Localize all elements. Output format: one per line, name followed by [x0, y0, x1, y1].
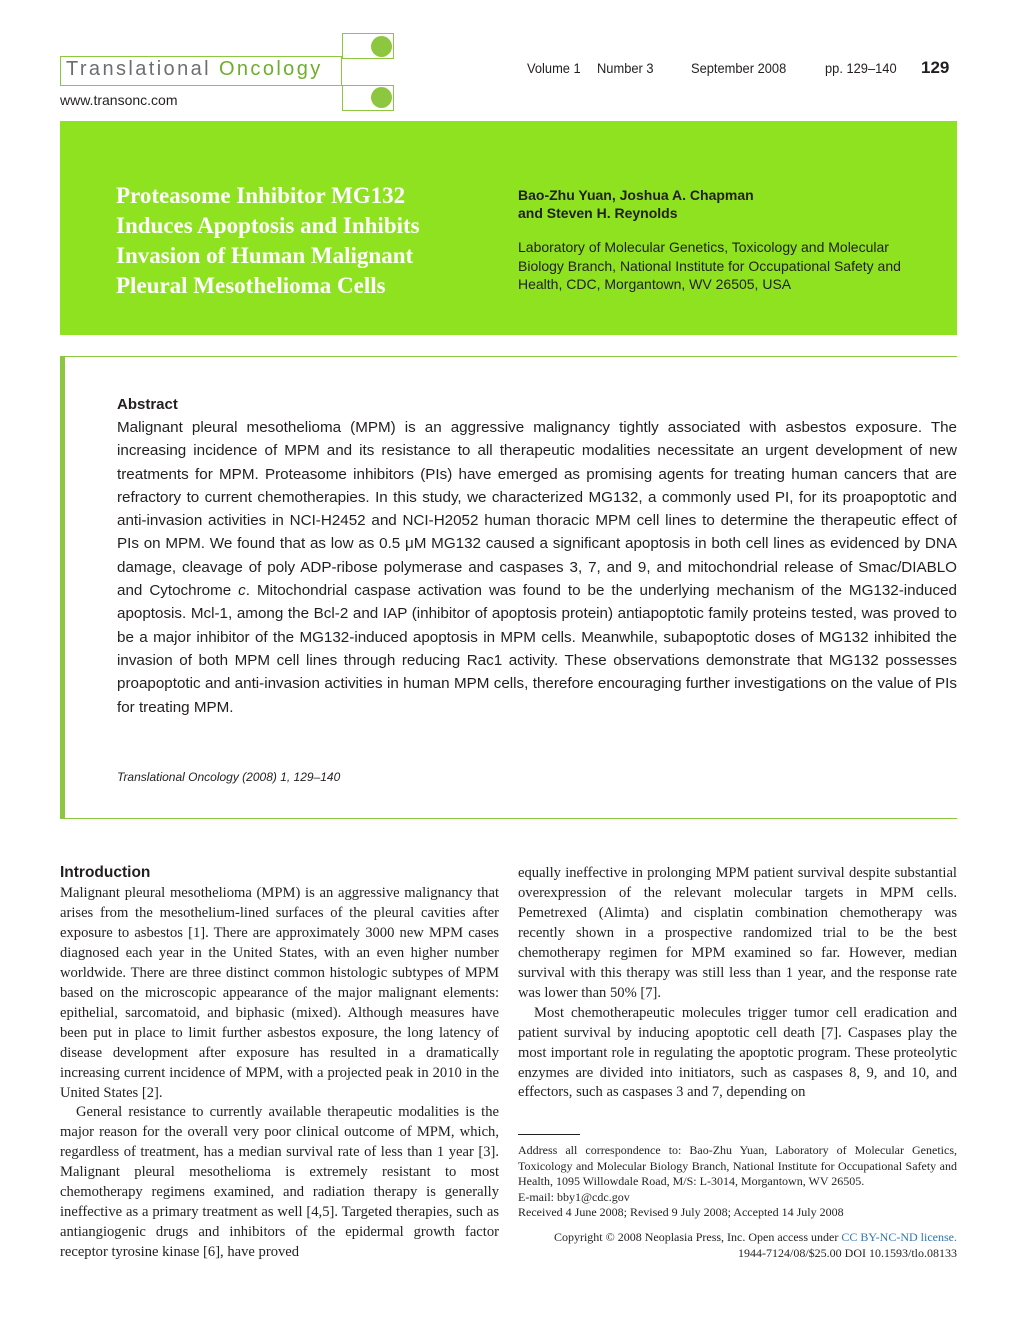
abstract-text	[117, 416, 957, 719]
abstract-side-bar	[60, 356, 65, 819]
abstract-heading: Abstract	[117, 396, 178, 413]
right-column	[518, 864, 957, 1103]
correspondence-footnote	[518, 1143, 957, 1221]
intro-paragraph-2: General resistance to currently available therapeutic modalities is the major reason for the overall very poor clinical outcome of MPM, which, regardless of treatment, has a median survival rate of less than 1 year [3]. Malignant pleural mesothelioma is extremely resistant to most chemotherapy regimens examined, and radiation therapy is generally ineffective as a primary treatment as well [4,5]. Targeted therapies, such as antiangiogenic drugs and inhibitors of the epidermal growth factor receptor tyrosine kinase [6], have proved	[60, 1104, 499, 1261]
license-link[interactable]: CC BY-NC-ND license.	[841, 1230, 957, 1244]
article-title: Proteasome Inhibitor MG132 Induces Apoptosis and Inhibits Invasion of Human Malignant Pleural Mesothelioma Cells	[116, 183, 420, 298]
intro-paragraph-3: equally ineffective in prolonging MPM patient survival despite substantial overexpression of the relevant molecular targets in MPM cells. Pemetrexed (Alimta) and cisplatin combination chemotherapy was recently shown in a prospective randomized trial to be the best chemotherapy regimen for MPM examined so far. However, median survival with this therapy was still less than 1 year, and the response rate was lower than 50% [7].	[518, 865, 957, 1001]
abstract-text-part-2: . Mitochondrial caspase activation was found to be the underlying mechanism of the MG132-induced apoptosis. Mcl-1, among the Bcl-2 and IAP (inhibitor of apoptosis protein) antiapoptotic family proteins tested, was proved to be a major inhibitor of the MG132-induced apoptosis in MPM cells. Meanwhile, subapoptotic doses of MG132 inhibited the invasion of both MPM cell lines through reducing Rac1 activity. These observations demonstrate that MG132 possesses proapoptotic and anti-invasion activities in human MPM cells, therefore encouraging further investigations on the value of PIs for treating MPM.	[117, 582, 957, 716]
issue-number: Number 3	[597, 60, 654, 76]
abstract-bottom-rule	[60, 818, 957, 819]
copyright-block	[518, 1229, 957, 1261]
introduction-heading: Introduction	[60, 864, 151, 881]
affiliation: Laboratory of Molecular Genetics, Toxicology and Molecular Biology Branch, National Institute for Occupational Safety and Health, CDC, Morgantown, WV 26505, USA	[518, 239, 901, 292]
journal-logo	[66, 58, 323, 81]
abstract-text-part-1: Malignant pleural mesothelioma (MPM) is an aggressive malignancy tightly associated with asbestos exposure. The increasing incidence of MPM and its resistance to all therapeutic modalities necessitate an urgent development of new treatments for MPM. Proteasome inhibitors (PIs) have emerged as promising agents for treating human cancers that are refractory to current chemotherapies. In this study, we characterized MG132, a commonly used PI, for its proapoptotic and anti-invasion activities in NCI-H2452 and NCI-H2052 human thoracic MPM cell lines to determine the therapeutic effect of PIs on MPM. We found that as low as 0.5 μM MG132 caused a significant apoptosis in both cell lines as evidenced by DNA damage, cleavage of poly ADP-ribose polymerase and caspases 3, 7, and 9, and mitochondrial release of Smac/DIABLO and Cytochrome	[117, 419, 957, 600]
page-range: pp. 129–140	[825, 60, 897, 76]
abstract-text-italic-c: c	[238, 582, 246, 600]
authors-line-1: Bao-Zhu Yuan, Joshua A. Chapman	[518, 187, 754, 203]
authors-line-2: and Steven H. Reynolds	[518, 205, 678, 221]
copyright-line	[518, 1229, 957, 1245]
logo-dot-bottom-icon	[371, 87, 392, 108]
intro-paragraph-1: Malignant pleural mesothelioma (MPM) is an aggressive malignancy that arises from the mesothelium-lined surfaces of the pleural cavities after exposure to asbestos [1]. There are approximately 3000 new MPM cases diagnosed each year in the United States, with an even higher number worldwide. There are three distinct common histologic subtypes of MPM based on the microscopic appearance of the major malignant elements: epithelial, sarcomatoid, and biphasic (mixed). Although measures have been put in place to limit further asbestos exposure, the long latency of disease development after exposure has resulted in a dramatically increasing current incidence of MPM, with a projected peak in 2010 in the United States [2].	[60, 885, 499, 1101]
volume: Volume 1	[527, 60, 581, 76]
logo-dot-top-icon	[371, 36, 392, 57]
journal-url[interactable]: www.transonc.com	[60, 92, 178, 108]
authors	[518, 186, 918, 222]
correspondence-address: Address all correspondence to: Bao-Zhu Yuan, Laboratory of Molecular Genetics, Toxicology and Molecular Biology Branch, National Institute for Occupational Safety and Health, 1095 Willowdale Road, M/S: L-3014, Morgantown, WV 26505.	[518, 1143, 957, 1188]
intro-paragraph-4: Most chemotherapeutic molecules trigger tumor cell eradication and patient survival by inducing apoptotic cell death [7]. Caspases play the most important role in regulating the apoptotic program. These proteolytic enzymes are divided into initiators, such as caspases 8, 9, and 10, and effectors, such as caspases 3 and 7, depending on	[518, 1004, 957, 1101]
logo-word-oncology: Oncology	[218, 58, 323, 80]
logo-word-translational: Translational	[66, 58, 211, 80]
footnote-rule	[518, 1134, 580, 1135]
copyright-text: Copyright © 2008 Neoplasia Press, Inc. Open access under	[553, 1230, 842, 1244]
issue-date: September 2008	[691, 60, 787, 76]
doi-line: 1944-7124/08/$25.00 DOI 10.1593/tlo.08133	[738, 1246, 957, 1260]
correspondence-email[interactable]: E-mail: bby1@cdc.gov	[518, 1189, 630, 1204]
left-column	[60, 884, 499, 1263]
page-number: 129	[921, 58, 950, 77]
abstract-top-rule	[60, 356, 957, 357]
received-dates: Received 4 June 2008; Revised 9 July 2008; Accepted 14 July 2008	[518, 1205, 844, 1219]
abstract-citation: Translational Oncology (2008) 1, 129–140	[117, 770, 341, 784]
